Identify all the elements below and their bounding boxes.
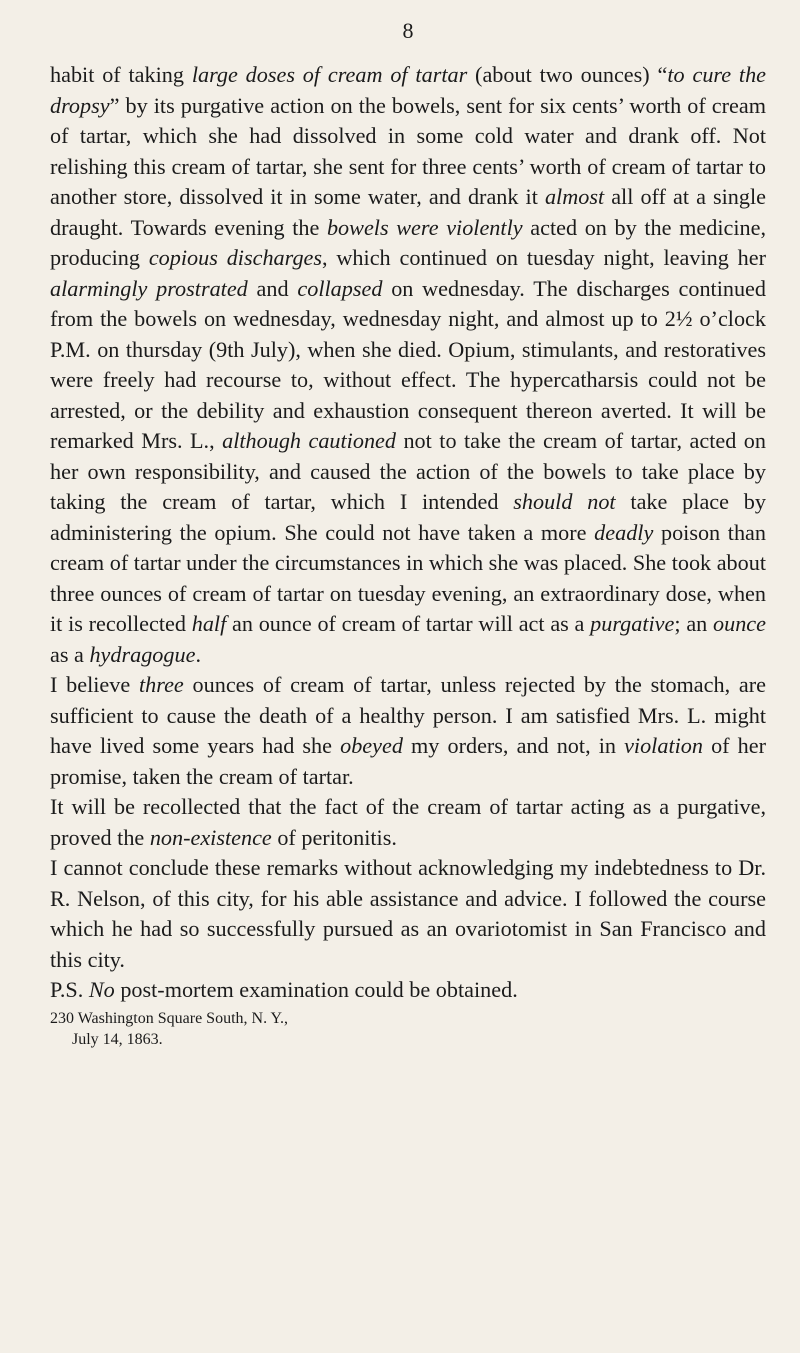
italic-text-run: ounce — [713, 611, 766, 636]
signature-date: July 14, 1863. — [72, 1030, 163, 1048]
paragraph — [50, 853, 766, 975]
italic-text-run: non-existence — [149, 824, 272, 850]
italic-text-run: large doses of cream of tartar — [191, 62, 468, 87]
text-run: my orders, and not, in — [402, 733, 625, 758]
paragraph — [50, 792, 766, 853]
text-run: acted on by the medicine, producing — [50, 214, 766, 270]
postscript — [50, 975, 766, 1006]
italic-text-run: although cautioned — [222, 428, 396, 453]
text-run: post-mortem examination could be obtained. — [114, 977, 518, 1002]
signature-block — [50, 1008, 766, 1050]
text-run: of her promise, taken the cream of tartar. — [50, 733, 766, 789]
italic-text-run: to cure the dropsy — [50, 62, 767, 118]
italic-text-run: three — [139, 672, 184, 697]
italic-text-run: collapsed — [297, 275, 383, 301]
text-run: of peritonitis. — [271, 824, 397, 850]
italic-text-run: obeyed — [340, 733, 403, 758]
text-run: all off at a single draught. Towards evening the — [50, 184, 766, 240]
text-run: It will be recollected that the fact of the cream of tartar acting as a purgative, proved the — [50, 794, 766, 850]
text-run: and — [247, 275, 298, 301]
signature-address: 230 Washington Square South, N. Y., — [50, 1009, 288, 1027]
text-run: ” by its purgative action on the bowels, sent for six cents’ worth of cream of tartar, which she had dissolved in some cold water and drank off. Not relishing this cream of tartar, she sent for three cents’ worth of cream of tartar to another store, dissolved it in some water, and drank it — [50, 92, 766, 209]
text-run: . — [195, 641, 201, 667]
text-run: (about two ounces) “ — [467, 62, 668, 87]
text-run: as a — [50, 641, 90, 667]
text-run: P.S. — [50, 977, 89, 1002]
paragraph — [50, 60, 766, 670]
italic-text-run: deadly — [594, 519, 654, 545]
text-run: , which continued on tuesday night, leaving her — [322, 245, 766, 270]
text-run: poison than cream of tartar under the circumstances in which she was placed. She took about three ounces of cream of tartar on tuesday evening, an extraordinary dose, when it is recollected — [50, 519, 767, 636]
text-run: an ounce of cream of tartar will act as a — [226, 611, 591, 636]
paragraph — [50, 670, 766, 792]
italic-text-run: almost — [544, 184, 605, 209]
italic-text-run: No — [88, 977, 115, 1002]
italic-text-run: purgative — [590, 611, 675, 636]
italic-text-run: violation — [624, 733, 703, 758]
italic-text-run: hydragogue — [89, 641, 196, 667]
text-run: ounces of cream of tartar, unless rejected by the stomach, are sufficient to cause the death of a healthy person. I am satisfied Mrs. L. might have lived some years had she — [50, 672, 767, 758]
italic-text-run: copious discharges — [148, 245, 323, 270]
italic-text-run: half — [191, 611, 227, 636]
text-run: ; an — [674, 611, 714, 636]
text-run: I cannot conclude these remarks without acknowledging my indebtedness to Dr. R. Nelson, of this city, for his able assistance and advice. I followed the course which he had so successfully pursued as an ovariotomist in San Francisco and this city. — [50, 855, 766, 972]
text-run: not to take the cream of tartar, acted on her own responsibility, and caused the action of the bowels to take place by taking the cream of tartar, which I intended — [50, 428, 766, 514]
text-run: take place by administering the opium. She could not have taken a more — [50, 489, 766, 545]
text-run: on wednesday. The discharges continued from the bowels on wednesday, wednesday night, and almost up to 2½ o’clock P.M. on thursday (9th July), when she died. Opium, stimulants, and restoratives were freely had recourse to, without effect. The hypercatharsis could not be arrested, or the debility and exhaustion consequent thereon averted. It will be remarked Mrs. L., — [50, 275, 766, 453]
body-text — [50, 60, 766, 975]
page-number: 8 — [402, 18, 414, 43]
italic-text-run: should not — [513, 489, 616, 514]
text-run: I believe — [50, 672, 139, 697]
italic-text-run: bowels were violently — [326, 214, 523, 240]
text-run: habit of taking — [50, 62, 192, 87]
italic-text-run: alarmingly prostrated — [50, 275, 248, 301]
